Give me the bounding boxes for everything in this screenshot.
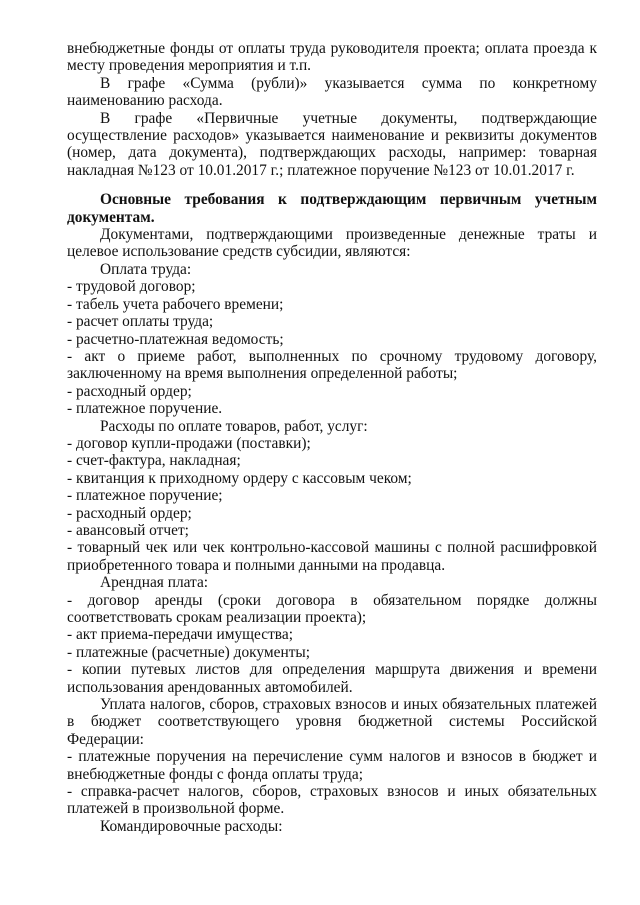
list-item: - справка-расчет налогов, сборов, страховых взносов и иных обязательных платежей в произвольной форме. (67, 783, 597, 818)
list-item: - квитанция к приходному ордеру с кассовым чеком; (67, 469, 412, 487)
list-item: - акт приема-передачи имущества; (67, 626, 293, 644)
list-item: - счет-фактура, накладная; (67, 452, 241, 470)
list-item: - платежные (расчетные) документы; (67, 643, 311, 661)
list-item: - акт о приеме работ, выполненных по срочному трудовому договору, заключенному на время выполнения определенной работы; (67, 347, 597, 383)
document-page (67, 40, 597, 835)
subheading-labor-payment: Оплата труда: (100, 260, 192, 278)
list-item: - платежное поручение. (67, 400, 223, 418)
list-item: - авансовый отчет; (67, 521, 189, 539)
paragraph-intro: Документами, подтверждающими произведенные денежные траты и целевое использование средств субсидии, являются: (67, 226, 597, 261)
paragraph-sum-column: В графе «Сумма (рубли)» указывается сумма по конкретному наименованию расхода. (67, 74, 597, 110)
subheading-goods-services: Расходы по оплате товаров, работ, услуг: (100, 417, 368, 435)
paragraph-continuation: внебюджетные фонды от оплаты труда руководителя проекта; оплата проезда к месту проведения мероприятия и т.п. (67, 40, 597, 75)
list-item: - договор купли-продажи (поставки); (67, 434, 311, 452)
list-item: - договор аренды (сроки договора в обязательном порядке должны соответствовать срокам реализации проекта); (67, 591, 597, 626)
list-item: - табель учета рабочего времени; (67, 295, 284, 313)
paragraph-primary-documents-column: В графе «Первичные учетные документы, подтверждающие осуществление расходов» указывается наименование и реквизиты документов (номер, дата документа), подтверждающих расходы, например: товарная накладная №123 от 10.01.2017 г.; платежное поручение №123 от 10.01.2017 г. (67, 109, 597, 179)
list-item: - платежные поручения на перечисление сумм налогов и взносов в бюджет и внебюджетные фонды с фонда оплаты труда; (67, 748, 597, 783)
list-item: - товарный чек или чек контрольно-кассовой машины с полной расшифровкой приобретенного товара и полными данными на продавца. (67, 539, 597, 574)
list-item: - расчетно-платежная ведомость; (67, 330, 284, 348)
subheading-rent: Арендная плата: (100, 574, 209, 592)
subheading-travel-expenses: Командировочные расходы: (100, 817, 283, 835)
section-heading: Основные требования к подтверждающим первичным учетным документам. (67, 191, 597, 226)
subheading-taxes: Уплата налогов, сборов, страховых взносов и иных обязательных платежей в бюджет соответствующего уровня бюджетной системы Российской Федерации: (67, 696, 597, 748)
list-item: - расходный ордер; (67, 504, 192, 522)
list-item: - копии путевых листов для определения маршрута движения и времени использования арендованных автомобилей. (67, 661, 597, 696)
list-item: - расчет оплаты труда; (67, 313, 214, 331)
list-item: - платежное поручение; (67, 487, 223, 505)
list-item: - трудовой договор; (67, 278, 196, 296)
list-item: - расходный ордер; (67, 382, 192, 400)
